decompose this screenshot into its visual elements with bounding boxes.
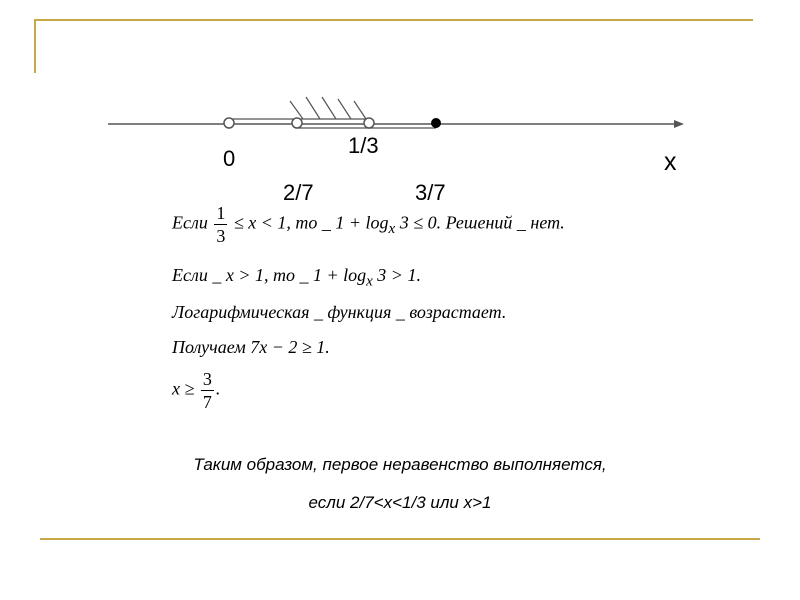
log-base: x [388,221,396,238]
formula-2-prefix: Если _ x > 1, то _ 1 + log [172,265,367,285]
number-line-diagram [0,0,800,200]
fraction-one-third [214,204,227,245]
hatch-line [290,101,303,119]
formula-5-prefix: x ≥ [172,378,195,399]
formula-line-3: Логарифмическая _ функция _ возрастает. [172,302,507,322]
open-point-zero [224,118,234,128]
hatch-line [322,97,336,119]
formula-line-1 [172,204,565,245]
formula-2-tail: 3 > 1. [377,265,421,285]
formula-5-tail: . [215,378,221,399]
hatch-line [354,101,366,119]
formula-1-tail: 3 ≤ 0. Решений _ нет. [399,212,565,233]
solution-hatching [290,97,366,119]
fraction-denominator: 7 [202,392,212,412]
log-base: x [366,273,373,290]
frame-bottom-rule [40,538,760,540]
label-one-third: 1/3 [348,133,379,158]
open-point-one-third [364,118,374,128]
filled-point-three-sevenths [431,118,441,128]
fraction-denominator: 3 [216,226,226,246]
formula-line-5 [172,370,220,411]
label-axis-x: x [664,148,677,176]
conclusion-line-2: если 2/7<x<1/3 или x>1 [308,493,492,512]
fraction-three-sevenths [201,370,214,411]
fraction-numerator: 3 [202,369,212,389]
formula-line-2 [172,266,421,290]
hatch-line [338,99,351,119]
open-point-two-sevenths [292,118,302,128]
formula-1-prefix: Если [172,212,208,233]
fraction-numerator: 1 [216,203,226,223]
label-two-sevenths: 2/7 [283,180,314,205]
formula-line-4: Получаем 7x − 2 ≥ 1. [172,337,330,357]
label-three-sevenths: 3/7 [415,180,446,205]
hatch-line [306,97,320,119]
formula-1-rest: ≤ x < 1, то _ 1 + log [233,212,389,233]
axis-arrowhead [674,120,684,128]
label-zero: 0 [223,146,236,171]
conclusion-line-1: Таким образом, первое неравенство выполняется, [193,455,607,474]
